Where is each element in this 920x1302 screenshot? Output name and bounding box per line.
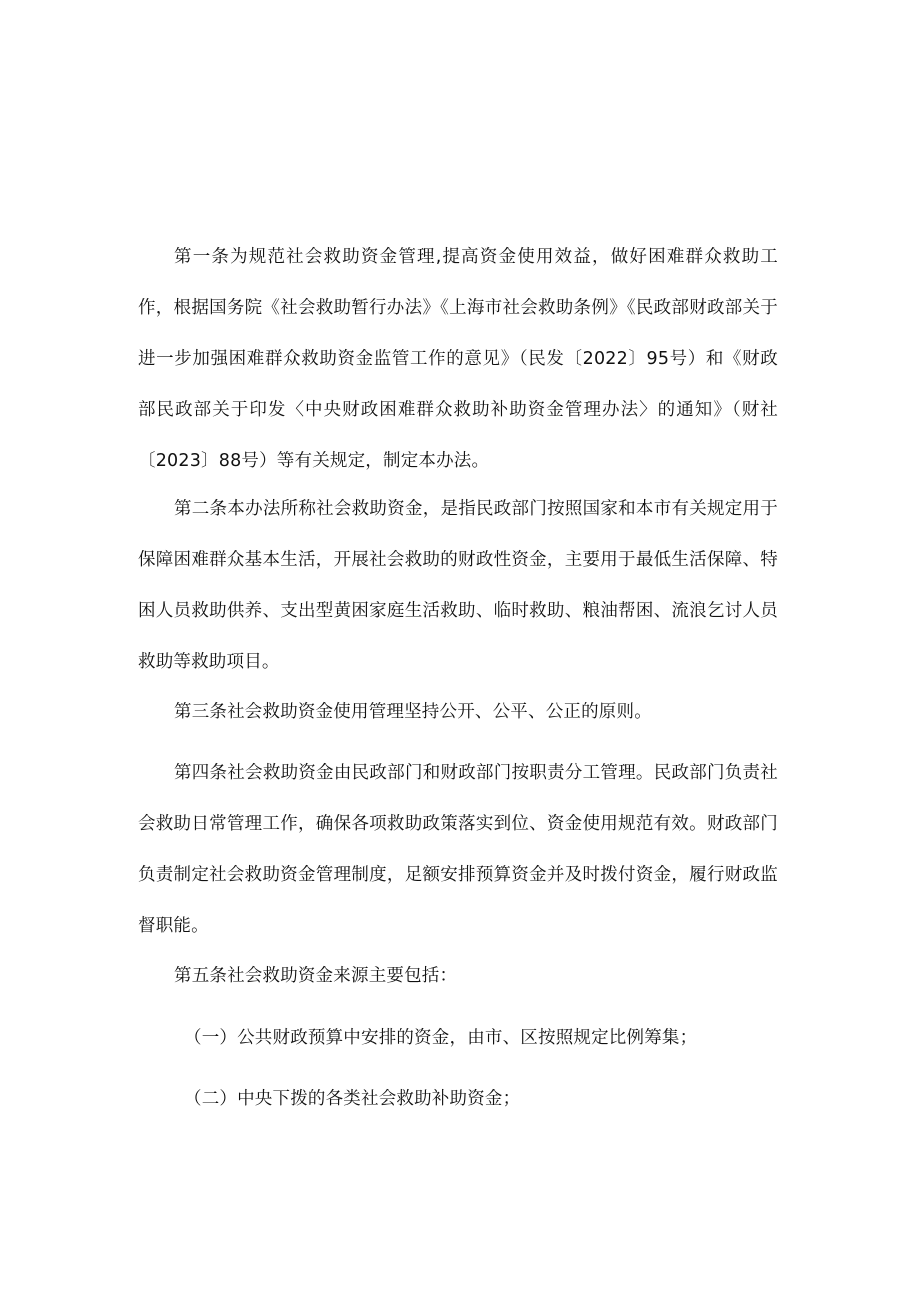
article-2-paragraph: 第二条本办法所称社会救助资金，是指民政部门按照国家和本市有关规定用于保障困难群众基本生活，开展社会救助的财政性资金，主要用于最低生活保障、特困人员救助供养、支出型黄困家庭生活救助、临时救助、粮油帮困、流浪乞讨人员救助等救助项目。 (138, 499, 778, 672)
article-1-paragraph: 第一条为规范社会救助资金管理,提高资金使用效益，做好困难群众救助工作，根据国务院《社会救助暂行办法》《上海市社会救助条例》《民政部财政部关于进一步加强困难群众救助资金监管工作的意见》（民发〔2022〕95号）和《财政部民政部关于印发〈中央财政困难群众救助补助资金管理办法〉的通知》（财社〔2023〕88号）等有关规定，制定本办法。 (138, 247, 778, 471)
article-5-paragraph: 第五条社会救助资金来源主要包括： (174, 966, 458, 986)
article-4-paragraph: 第四条社会救助资金由民政部门和财政部门按职责分工管理。民政部门负责社会救助日常管理工作，确保各项救助政策落实到位、资金使用规范有效。财政部门负责制定社会救助资金管理制度，足额安排预算资金并及时拨付资金，履行财政监督职能。 (138, 763, 778, 936)
list-item-2: （二）中央下拨的各类社会救助补助资金； (184, 1089, 521, 1109)
list-item-1: （一）公共财政预算中安排的资金，由市、区按照规定比例筹集； (184, 1028, 698, 1048)
article-3-paragraph: 第三条社会救助资金使用管理坚持公开、公平、公正的原则。 (174, 702, 652, 722)
